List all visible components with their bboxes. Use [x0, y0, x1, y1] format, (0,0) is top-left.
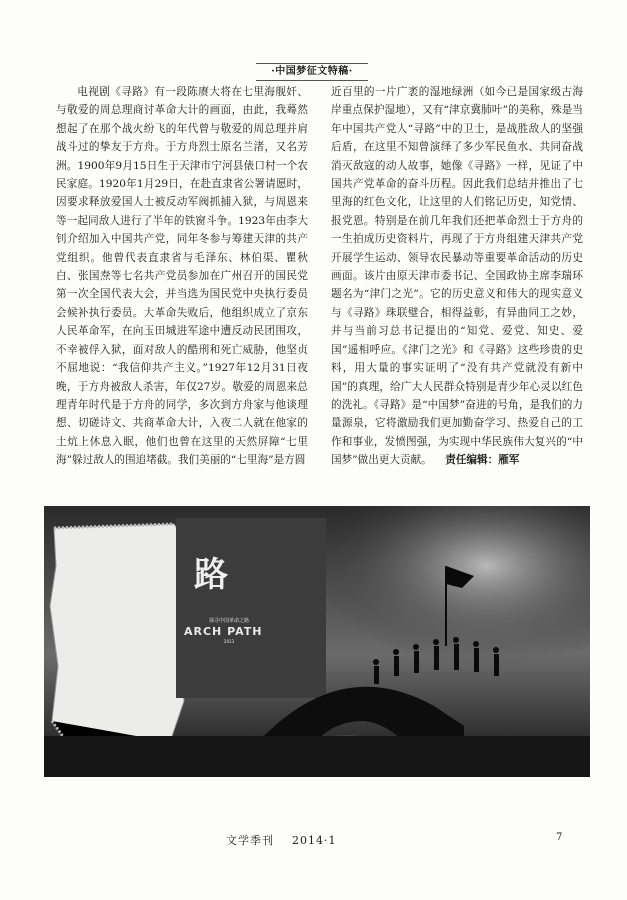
magazine-name: 文学季刊 — [226, 834, 274, 847]
drama-still-photo — [44, 506, 590, 777]
svg-text:路: 路 — [194, 555, 228, 595]
editor-credit: 责任编辑：雁军 — [445, 454, 520, 467]
poster-title: ARCH PATH — [184, 625, 263, 638]
page-number: 7 — [556, 832, 563, 843]
page-footer — [226, 832, 386, 848]
photo-illustration — [44, 506, 590, 777]
section-header: ·中国梦征文特稿· — [256, 63, 368, 81]
issue-number: 2014·1 — [292, 834, 337, 847]
poster-subtitle: 探寻中国革命之路 — [208, 618, 249, 624]
article-paragraph — [331, 83, 583, 470]
article-paragraph-text: 近百里的一片广袤的湿地绿洲（如今已是国家级古海岸重点保护湿地），又有“津京冀肺叶”的美称，殊是当年中国共产党人“寻路”中的卫士，是战胜敌人的坚强后盾，在这里不知曾演绎了多少军民鱼水、共同奋战消灭敌寇的动人故事，她像《寻路》一样，见证了中国共产党革命的奋斗历程。因此我们总结并推出了七里海的红色文化，让这里的人们铭记历史，知党情、报党恩。特别是在前几年我们还把革命烈士于方舟的一生拍成历史资料片，再现了于方舟组建天津共产党开展学生运动、领导农民暴动等重要革命活动的历史画面。该片由原天津市委书记、全国政协主席李瑞环题名为“津门之光”。它的历史意义和伟大的现实意义与《寻路》珠联璧合，相得益彰，有异曲同工之妙，并与当前习总书记提出的“知党、爱党、知史、爱国”遥相呼应。《津门之光》和《寻路》这些珍贵的史料，用大量的事实证明了“没有共产党就没有新中国”的真理，给广大人民群众特别是青少年心灵以红色的洗礼。《寻路》是“中国梦”奋进的号角，是我们的力量源泉，它将激励我们更加勤奋学习、热爱自己的工作和事业，发愤图强，为实现中华民族伟大复兴的“中国梦”做出更大贡献。 — [331, 86, 583, 467]
article-paragraph: 电视剧《寻路》有一段陈赓大将在七里海舰奸、与敬爱的周总理商讨革命大计的画面，由此，我蓦然想起了在那个战火纷飞的年代曾与敬爱的周总理并肩战斗过的挚友于方舟。于方舟烈士原名兰渚，又名芳洲。1900年9月15日生于天津市宁河县俵口村一个农民家庭。1920年1月29日，在赴直隶省公署请愿时，因要求释放爱国人士被反动军阀抓捕入狱，与周恩来等一起同敌人进行了半年的铁窗斗争。1923年由李大钊介绍加入中国共产党，同年冬参与筹建天津的共产党组织。他曾代表直隶省与毛泽东、林伯渠、瞿秋白、张国焘等七名共产党员参加在广州召开的国民党第一次全国代表大会，并当选为国民党中央执行委员会候补执行委员。大革命失败后，他组织成立了京东人民革命军，在向玉田城进军途中遭反动民团围攻，不幸被俘入狱，面对敌人的酷刑和死亡威胁，他坚贞不屈地说：“我信仰共产主义。”1927年12月31日夜晚，于方舟被敌人杀害，年仅27岁。敬爱的周恩来总理青年时代是于方舟的同学，多次到方舟家与他谈理想、切磋诗文、共商革命大计，入夜二人就在他家的土炕上休息入眠，他们也曾在这里的天然屏障“七里海”躲过敌人的围追堵截。我们美丽的“七里海”是方圆 — [56, 86, 308, 467]
article-left-column — [56, 83, 308, 493]
poster-year: 2013 — [223, 639, 235, 644]
poster-caption — [184, 618, 274, 645]
article-right-column — [331, 83, 583, 493]
